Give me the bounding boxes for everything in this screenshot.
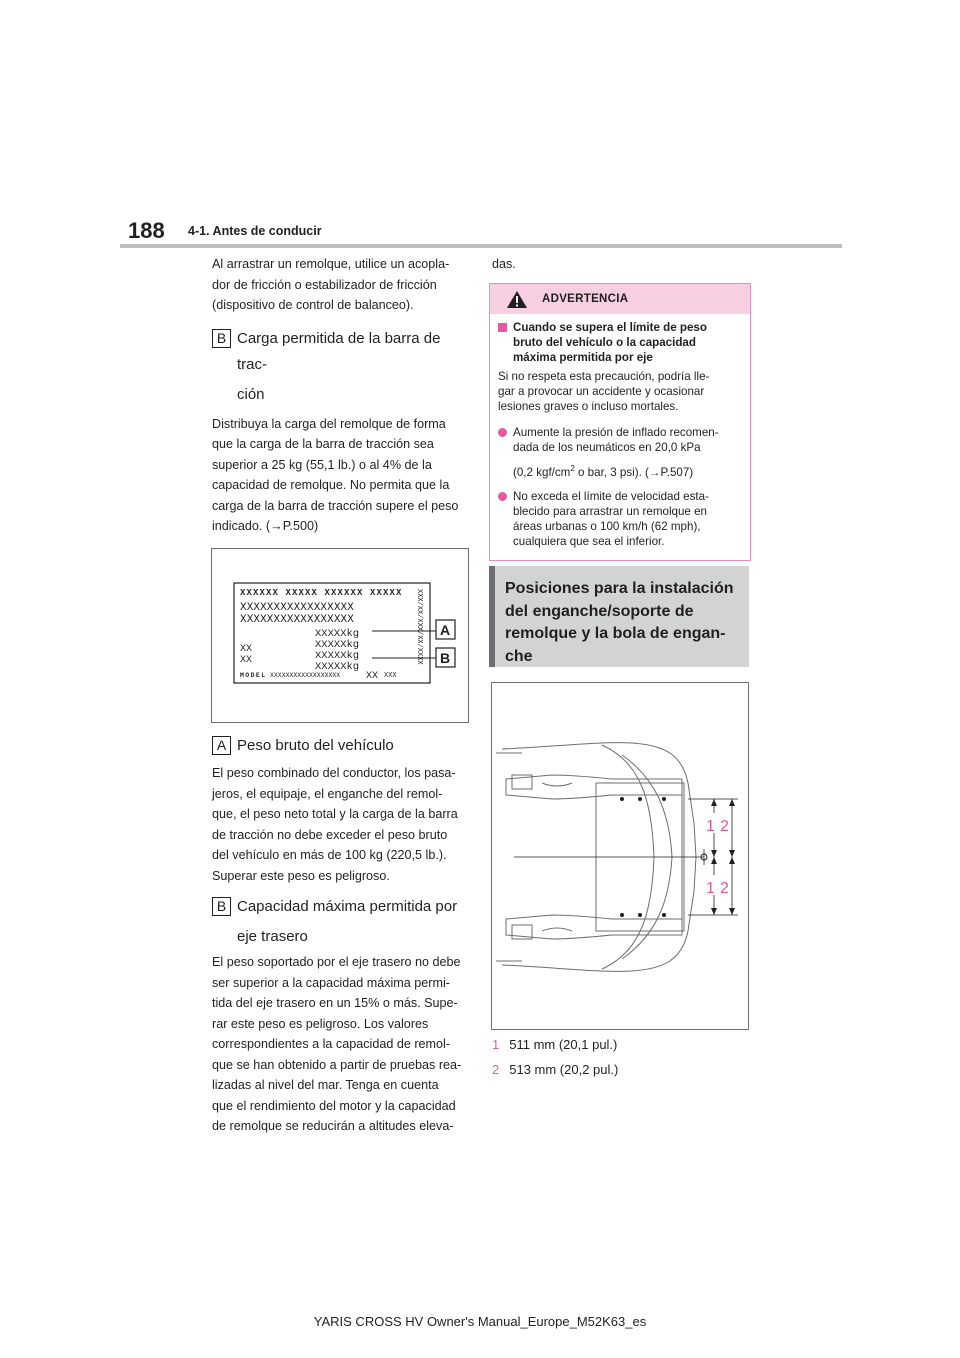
gross-weight-paragraph: El peso combinado del conductor, los pasa- jeros, el equipaje, el enganche del remol- que, el peso neto total y la carga de la barra de tracción no debe exceder el peso bruto del vehículo en más de 100 kg (220,5 lb.). Superar este peso es peligroso. — [212, 766, 458, 883]
warning-triangle-icon — [506, 290, 528, 309]
intro-paragraph: Al arrastrar un remolque, utilice un acopla- dor de fricción o estabilizador de fricción (dispositivo de control de balanceo). — [212, 257, 450, 312]
label-row-6: XXXXXkg — [315, 650, 360, 662]
warning-text: Si no respeta esta precaución, podría lle- gar a provocar un accidente y ocasionar lesiones graves o incluso mortales. — [498, 370, 710, 413]
label-illustration — [212, 549, 468, 722]
diagram-label-1-lower: 1 — [706, 880, 715, 897]
warning-title: ADVERTENCIA — [542, 293, 629, 305]
pink-square-bullet-icon — [498, 323, 507, 332]
heading-a-gross-weight: A Peso bruto del vehículo — [212, 733, 474, 759]
label-b-2: B — [212, 897, 231, 916]
continuation-text: das. — [492, 257, 516, 271]
pink-dot-bullet-icon — [498, 492, 507, 501]
positions-heading: Posiciones para la instalación del enganche/soporte de remolque y la bola de engan- che — [489, 566, 749, 667]
left-column-lower — [212, 733, 474, 1137]
label-row-2: XXXXXXXXXXXXXXXXX — [240, 602, 354, 614]
label-row-3: XXXXXXXXXXXXXXXXX — [240, 614, 354, 626]
left-column — [212, 254, 474, 589]
section-title: 4-1. Antes de conducir — [188, 224, 322, 238]
page-footer: YARIS CROSS HV Owner's Manual_Europe_M52K63_es — [313, 1314, 647, 1329]
label-row-7: XXXXXkg — [315, 661, 360, 673]
heading-b-drawbar: B Carga permitida de la barra de trac- ción — [212, 326, 474, 408]
header-rule — [120, 244, 842, 248]
label-xx-2: XX — [240, 655, 253, 666]
callout-a: A — [440, 622, 451, 638]
label-a: A — [212, 736, 231, 755]
label-model-value: XXXXXXXXXXXXXXXXXX — [270, 672, 341, 679]
page-number: 188 — [128, 218, 165, 243]
rear-axle-paragraph: El peso soportado por el eje trasero no debe ser superior a la capacidad máxima permi- tida del eje trasero en un 15% o más. Supe- rar este peso es peligroso. Los valores correspondientes a la capacidad de remol- que se han obtenido a partir de pruebas rea- lizadas al nivel del mar. Tenga en cuenta que el rendimiento del motor y la capacidad de remolque se reducirán a altitudes eleva- — [212, 955, 462, 1133]
drawbar-paragraph: Distribuya la carga del remolque de forma que la carga de la barra de tracción sea superior a 25 kg (55,1 lb.) o al 4% de la capacidad de remolque. No permita que la carga de la barra de tracción supere el peso indicado. (→P.500) — [212, 416, 459, 533]
vehicle-underbody-illustration — [492, 683, 748, 1029]
diagram-label-2-lower: 2 — [720, 880, 729, 897]
label-row-5: XXXXXkg — [315, 639, 360, 651]
hitch-position-diagram — [491, 682, 749, 1030]
label-b: B — [212, 329, 231, 348]
label-row-4: XXXXXkg — [315, 628, 360, 640]
warning-heading: Cuando se supera el límite de peso bruto del vehículo o la capacidad máxima permitida por eje — [498, 320, 742, 365]
warning-box — [489, 283, 751, 561]
diagram-label-1-upper: 1 — [706, 818, 715, 835]
measurement-1: 1 511 mm (20,1 pul.) — [492, 1037, 618, 1052]
callout-b: B — [440, 650, 451, 666]
pink-dot-bullet-icon — [498, 428, 507, 437]
measurement-list — [492, 1034, 618, 1080]
label-row-1: XXXXXX XXXXX XXXXXX XXXXX — [240, 588, 403, 598]
diagram-label-2-upper: 2 — [720, 818, 729, 835]
warning-bullet-2: No exceda el límite de velocidad esta- blecido para arrastrar un remolque en áreas urbanas o 100 km/h (62 mph), cualquiera que sea el inferior. — [498, 489, 742, 549]
label-vertical-code: XXX/XX/XXX/XX/XXXX — [415, 589, 423, 665]
manufacturer-label-figure — [211, 548, 469, 723]
measurement-2: 2 513 mm (20,2 pul.) — [492, 1062, 619, 1077]
label-model-xx: XX — [366, 671, 379, 682]
label-xx-1: XX — [240, 644, 253, 655]
label-model: MODEL — [240, 672, 267, 679]
warning-header — [490, 284, 750, 314]
heading-b-rear-axle: B Capacidad máxima permitida por eje trasero — [212, 894, 474, 950]
label-model-tail: XXX — [384, 672, 397, 680]
warning-bullet-1: Aumente la presión de inflado recomen- dada de los neumáticos en 20,0 kPa (0,2 kgf/$cm^2$ o bar, 3 psi). (→P.507) — [498, 425, 742, 480]
